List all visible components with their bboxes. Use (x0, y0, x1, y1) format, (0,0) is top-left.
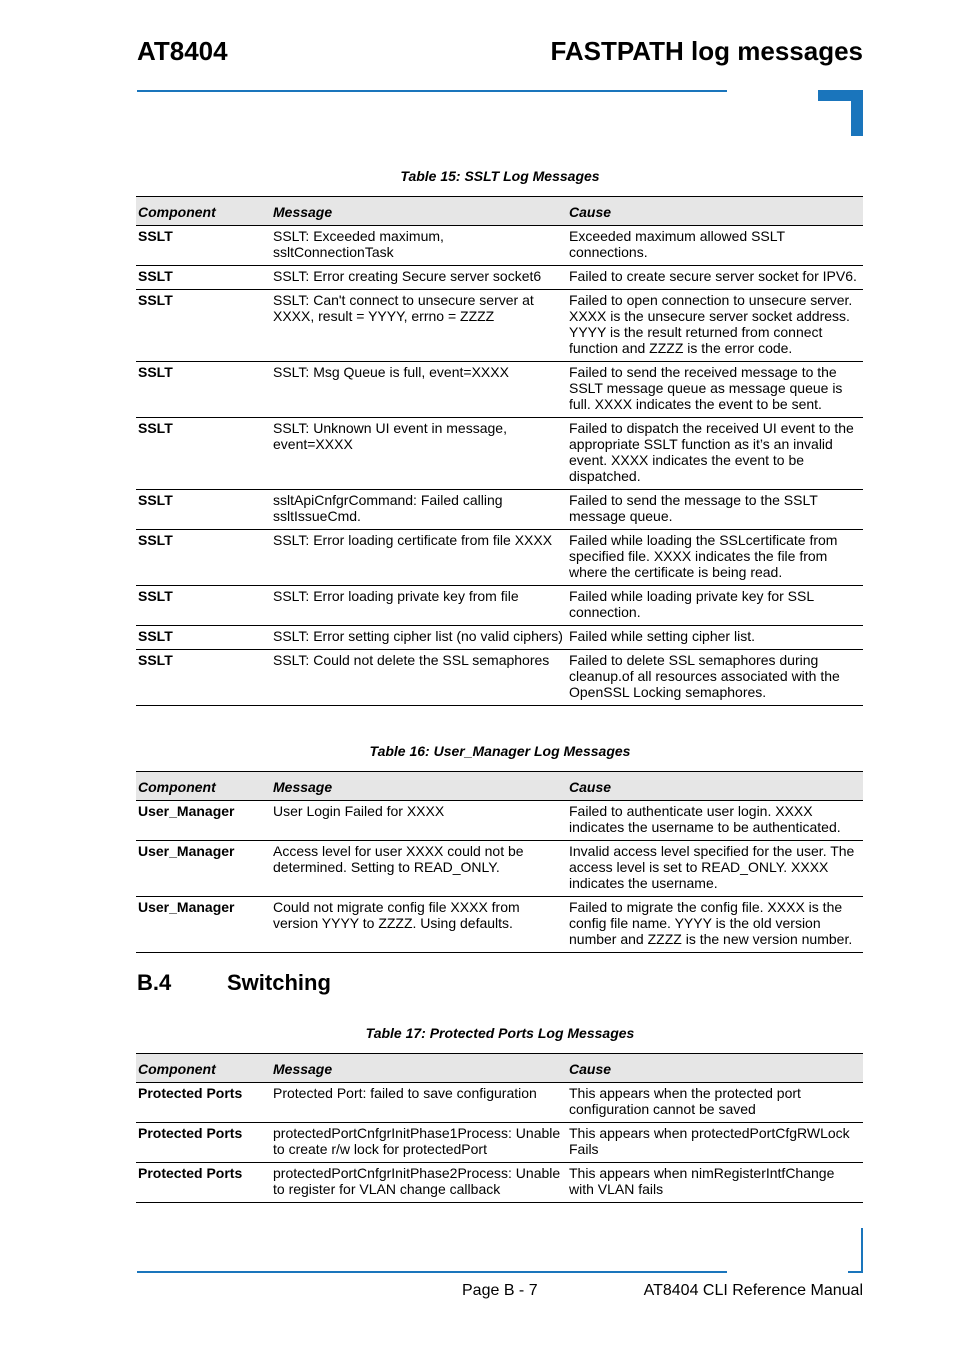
footer-rule (137, 1271, 727, 1273)
col-header-cause: Cause (567, 197, 863, 226)
table17-caption: Table 17: Protected Ports Log Messages (365, 1025, 635, 1041)
cause-cell: Failed to send the received message to the SSLT message queue as message queue is full. XXXX indicates the event to be sent. (567, 362, 863, 418)
table-row (136, 290, 863, 362)
section-title: Switching (227, 970, 331, 995)
message-cell: SSLT: Unknown UI event in message, event=XXXX (271, 418, 567, 490)
component-cell: SSLT (136, 266, 271, 290)
cause-cell: Failed while loading private key for SSL connection. (567, 586, 863, 626)
component-cell: SSLT (136, 586, 271, 626)
header-chapter-title: FASTPATH log messages (550, 36, 863, 66)
table-row (136, 897, 863, 953)
cause-cell: Invalid access level specified for the user. The access level is set to READ_ONLY. XXXX indicates the username. (567, 841, 863, 897)
message-cell: SSLT: Error creating Secure server socket6 (271, 266, 567, 290)
col-header-cause: Cause (567, 772, 863, 801)
col-header-component: Component (136, 197, 271, 226)
table-row (136, 490, 863, 530)
message-cell: SSLT: Msg Queue is full, event=XXXX (271, 362, 567, 418)
table-row (136, 841, 863, 897)
section-heading (137, 970, 331, 996)
cause-cell: Failed while setting cipher list. (567, 626, 863, 650)
message-cell: ssltApiCnfgrCommand: Failed calling ssltIssueCmd. (271, 490, 567, 530)
message-cell: SSLT: Exceeded maximum, ssltConnectionTask (271, 226, 567, 266)
message-cell: Protected Port: failed to save configuration (271, 1083, 567, 1123)
table-row (136, 226, 863, 266)
table-row (136, 650, 863, 706)
message-cell: SSLT: Can't connect to unsecure server at XXXX, result = YYYY, errno = ZZZZ (271, 290, 567, 362)
component-cell: SSLT (136, 626, 271, 650)
cause-cell: Failed to dispatch the received UI event to the appropriate SSLT function as it’s an invalid event. XXXX indicates the event to be dispatched. (567, 418, 863, 490)
component-cell: Protected Ports (136, 1083, 271, 1123)
header-corner-mark (818, 90, 863, 136)
cause-cell: This appears when protectedPortCfgRWLock Fails (567, 1123, 863, 1163)
message-cell: SSLT: Error setting cipher list (no valid ciphers) (271, 626, 567, 650)
table-row (136, 1123, 863, 1163)
header-product: AT8404 (137, 36, 228, 66)
col-header-message: Message (271, 1054, 567, 1083)
cause-cell: Failed to authenticate user login. XXXX indicates the username to be authenticated. (567, 801, 863, 841)
cause-cell: Failed to migrate the config file. XXXX is the config file name. YYYY is the old version number and ZZZZ is the new version number. (567, 897, 863, 953)
component-cell: SSLT (136, 650, 271, 706)
table-row (136, 530, 863, 586)
cause-cell: This appears when nimRegisterIntfChange with VLAN fails (567, 1163, 863, 1203)
message-cell: SSLT: Could not delete the SSL semaphores (271, 650, 567, 706)
page-number: Page B - 7 (462, 1282, 538, 1299)
component-cell: SSLT (136, 290, 271, 362)
table15 (136, 196, 863, 706)
table15-caption: Table 15: SSLT Log Messages (400, 168, 600, 184)
section-number: B.4 (137, 970, 172, 995)
cause-cell: Exceeded maximum allowed SSLT connections. (567, 226, 863, 266)
message-cell: protectedPortCnfgrInitPhase1Process: Unable to create r/w lock for protectedPort (271, 1123, 567, 1163)
manual-title: AT8404 CLI Reference Manual (643, 1282, 863, 1299)
header-rule (137, 90, 727, 92)
cause-cell: Failed to send the message to the SSLT message queue. (567, 490, 863, 530)
message-cell: Access level for user XXXX could not be determined. Setting to READ_ONLY. (271, 841, 567, 897)
table16 (136, 771, 863, 953)
component-cell: User_Manager (136, 897, 271, 953)
col-header-component: Component (136, 772, 271, 801)
component-cell: SSLT (136, 226, 271, 266)
table-row (136, 1163, 863, 1203)
cause-cell: Failed while loading the SSLcertificate from specified file. XXXX indicates the file from where the certificate is being read. (567, 530, 863, 586)
table-row (136, 801, 863, 841)
table16-caption: Table 16: User_Manager Log Messages (369, 743, 631, 759)
component-cell: Protected Ports (136, 1163, 271, 1203)
message-cell: SSLT: Error loading private key from file (271, 586, 567, 626)
col-header-component: Component (136, 1054, 271, 1083)
message-cell: SSLT: Error loading certificate from file XXXX (271, 530, 567, 586)
col-header-message: Message (271, 197, 567, 226)
table-row (136, 586, 863, 626)
col-header-message: Message (271, 772, 567, 801)
component-cell: Protected Ports (136, 1123, 271, 1163)
col-header-cause: Cause (567, 1054, 863, 1083)
component-cell: SSLT (136, 362, 271, 418)
component-cell: User_Manager (136, 801, 271, 841)
message-cell: protectedPortCnfgrInitPhase2Process: Unable to register for VLAN change callback (271, 1163, 567, 1203)
component-cell: User_Manager (136, 841, 271, 897)
cause-cell: This appears when the protected port configuration cannot be saved (567, 1083, 863, 1123)
component-cell: SSLT (136, 530, 271, 586)
table-row (136, 362, 863, 418)
table17 (136, 1053, 863, 1203)
component-cell: SSLT (136, 490, 271, 530)
cause-cell: Failed to open connection to unsecure server. XXXX is the unsecure server socket address. YYYY is the result returned from connect function and ZZZZ is the error code. (567, 290, 863, 362)
cause-cell: Failed to create secure server socket for IPV6. (567, 266, 863, 290)
message-cell: Could not migrate config file XXXX from version YYYY to ZZZZ. Using defaults. (271, 897, 567, 953)
table-row (136, 1083, 863, 1123)
component-cell: SSLT (136, 418, 271, 490)
footer-corner-mark (848, 1228, 863, 1273)
table-row (136, 626, 863, 650)
table-row (136, 266, 863, 290)
message-cell: User Login Failed for XXXX (271, 801, 567, 841)
table-row (136, 418, 863, 490)
cause-cell: Failed to delete SSL semaphores during cleanup.of all resources associated with the OpenSSL Locking semaphores. (567, 650, 863, 706)
